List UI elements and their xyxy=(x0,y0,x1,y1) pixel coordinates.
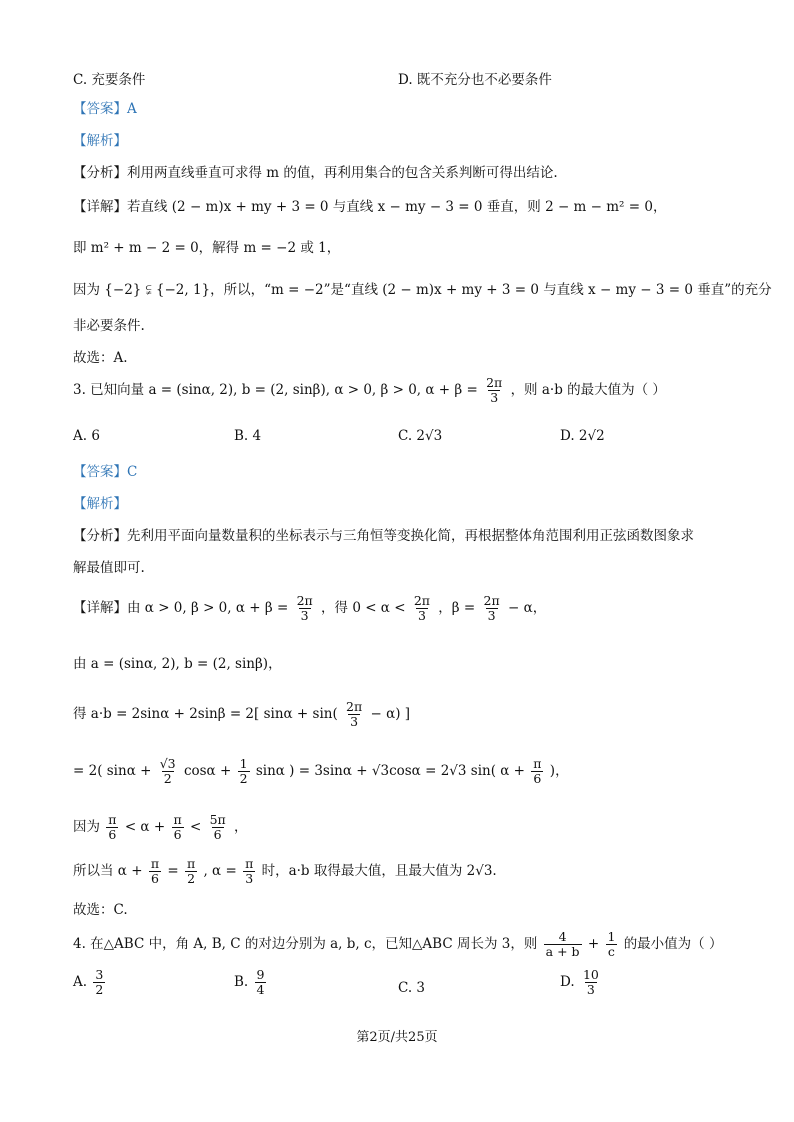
frac-10-3: $\frac{10}{3}$ xyxy=(582,967,599,997)
frac-pi-6: $\frac{\pi}{6}$ xyxy=(150,856,160,886)
q3-d6-d: 时，a·b 取得最大值，且最大值为 2√3. xyxy=(261,862,497,879)
q3-d5-a: 因为 xyxy=(73,818,100,835)
q3-d6-a: 所以当 α + xyxy=(73,862,143,879)
q3-fenxi-1: 【分析】先利用平面向量数量积的坐标表示与三角恒等变换化简，再根据整体角范围利用正弦函数图象求 xyxy=(73,528,694,544)
q4-option-d-label: D. xyxy=(560,973,575,990)
q3-detail-3 xyxy=(73,700,410,729)
q4-plus: + xyxy=(587,935,600,952)
frac-pi-6: $\frac{\pi}{6}$ xyxy=(108,812,117,842)
q3-d3-b: − α) ] xyxy=(370,705,411,722)
q3-d4-d: )， xyxy=(549,762,569,779)
frac-2pi-3: $\frac{2\pi}{3}$ xyxy=(483,593,500,623)
frac-4-over-a-plus-b: $\frac{4}{a + b}$ xyxy=(545,929,580,959)
q3-d1-c: ，β = xyxy=(438,599,476,616)
q4-stem-b: 的最小值为（ ） xyxy=(623,935,723,952)
frac-2pi-3: $\frac{2\pi}{3}$ xyxy=(413,593,430,623)
q4-option-d xyxy=(560,968,603,997)
q3-option-d: D. 2√2 xyxy=(560,428,605,444)
frac-1-2: $\frac{1}{2}$ xyxy=(239,756,248,786)
frac-pi-6: $\frac{\pi}{6}$ xyxy=(173,812,182,842)
q2-answer: 【答案】A xyxy=(73,101,137,117)
frac-sqrt3-2: $\frac{√3}{2}$ xyxy=(159,756,176,786)
q3-option-a: A. 6 xyxy=(73,428,100,444)
q3-answer: 【答案】C xyxy=(73,464,138,480)
q3-detail-5 xyxy=(73,813,248,842)
frac-2pi-3: $\frac{2\pi}{3}$ xyxy=(296,593,313,623)
q2-line3: 因为 {−2} ⫋ {−2, 1}，所以，“m = −2”是“直线 (2 − m)x + my + 3 = 0 与直线 x − my − 3 = 0 垂直”的充分 xyxy=(73,282,772,298)
q3-stem-frac: $\frac{2\pi}{3}$ xyxy=(486,375,503,405)
q4-option-b-label: B. xyxy=(234,973,249,990)
q3-choose: 故选：C. xyxy=(73,902,128,918)
frac-5pi-6: $\frac{5\pi}{6}$ xyxy=(209,812,226,842)
frac-2pi-3: $\frac{2\pi}{3}$ xyxy=(346,699,363,729)
q3-d1-d: − α， xyxy=(507,599,547,616)
q3-d5-b: < α + xyxy=(124,818,166,835)
q3-d4-b: cosα + xyxy=(183,762,232,779)
frac-pi-2: $\frac{\pi}{2}$ xyxy=(186,856,196,886)
q2-analysis-tag: 【解析】 xyxy=(73,133,127,149)
q2-choose: 故选：A. xyxy=(73,350,128,366)
q3-detail-2: 由 a = (sinα, 2), b = (2, sinβ)， xyxy=(73,656,282,672)
q4-option-b xyxy=(234,968,268,997)
q2-fenxi: 【分析】利用两直线垂直可求得 m 的值，再利用集合的包含关系判断可得出结论. xyxy=(73,165,558,181)
frac-pi-3: $\frac{\pi}{3}$ xyxy=(245,856,254,886)
q3-d6-c: , α = xyxy=(203,862,237,879)
q4-option-c: C. 3 xyxy=(398,980,426,996)
q4-stem xyxy=(73,930,722,959)
page-footer: 第2页/共25页 xyxy=(356,1030,438,1045)
q3-d4-c: sinα ) = 3sinα + √3cosα = 2√3 sin( α + xyxy=(255,762,525,779)
frac-3-2: $\frac{3}{2}$ xyxy=(95,967,104,997)
q3-d5-d: ， xyxy=(234,818,248,835)
q3-d5-c: < xyxy=(189,818,202,835)
q3-option-c: C. 2√3 xyxy=(398,428,443,444)
q2-xiangjie: 【详解】若直线 (2 − m)x + my + 3 = 0 与直线 x − my − 3 = 0 垂直，则 2 − m − m² = 0， xyxy=(73,199,667,215)
q2-option-d: D. 既不充分也不必要条件 xyxy=(398,72,552,88)
q4-option-a xyxy=(73,968,107,997)
q3-d1-b: ，得 0 < α < xyxy=(321,599,406,616)
frac-9-4: $\frac{9}{4}$ xyxy=(256,967,265,997)
q3-analysis-tag: 【解析】 xyxy=(73,496,127,512)
q3-d6-b: = xyxy=(167,862,179,879)
q3-stem-a: 3. 已知向量 a = (sinα, 2), b = (2, sinβ), α > 0, β > 0, α + β = xyxy=(73,381,478,398)
q3-stem-b: ，则 a·b 的最大值为（ ） xyxy=(510,381,666,398)
q3-fenxi-2: 解最值即可. xyxy=(73,560,145,576)
q2-option-c: C. 充要条件 xyxy=(73,72,146,88)
frac-1-over-c: $\frac{1}{c}$ xyxy=(607,929,616,959)
q3-detail-4 xyxy=(73,757,569,786)
q3-detail-1 xyxy=(73,594,546,623)
frac-pi-6: $\frac{\pi}{6}$ xyxy=(533,756,542,786)
q3-d4-a: = 2( sinα + xyxy=(73,762,152,779)
q4-stem-a: 4. 在△ABC 中，角 A, B, C 的对边分别为 a, b, c，已知△ABC 周长为 3，则 xyxy=(73,935,538,952)
q2-line4: 非必要条件. xyxy=(73,318,145,334)
q3-detail-6 xyxy=(73,857,497,886)
q3-option-b: B. 4 xyxy=(234,428,262,444)
q3-d3-a: 得 a·b = 2sinα + 2sinβ = 2[ sinα + sin( xyxy=(73,705,338,722)
q4-option-a-label: A. xyxy=(73,973,88,990)
q2-line2: 即 m² + m − 2 = 0，解得 m = −2 或 1， xyxy=(73,240,341,256)
q3-d1-a: 【详解】由 α > 0, β > 0, α + β = xyxy=(73,599,289,616)
q3-stem xyxy=(73,376,666,405)
